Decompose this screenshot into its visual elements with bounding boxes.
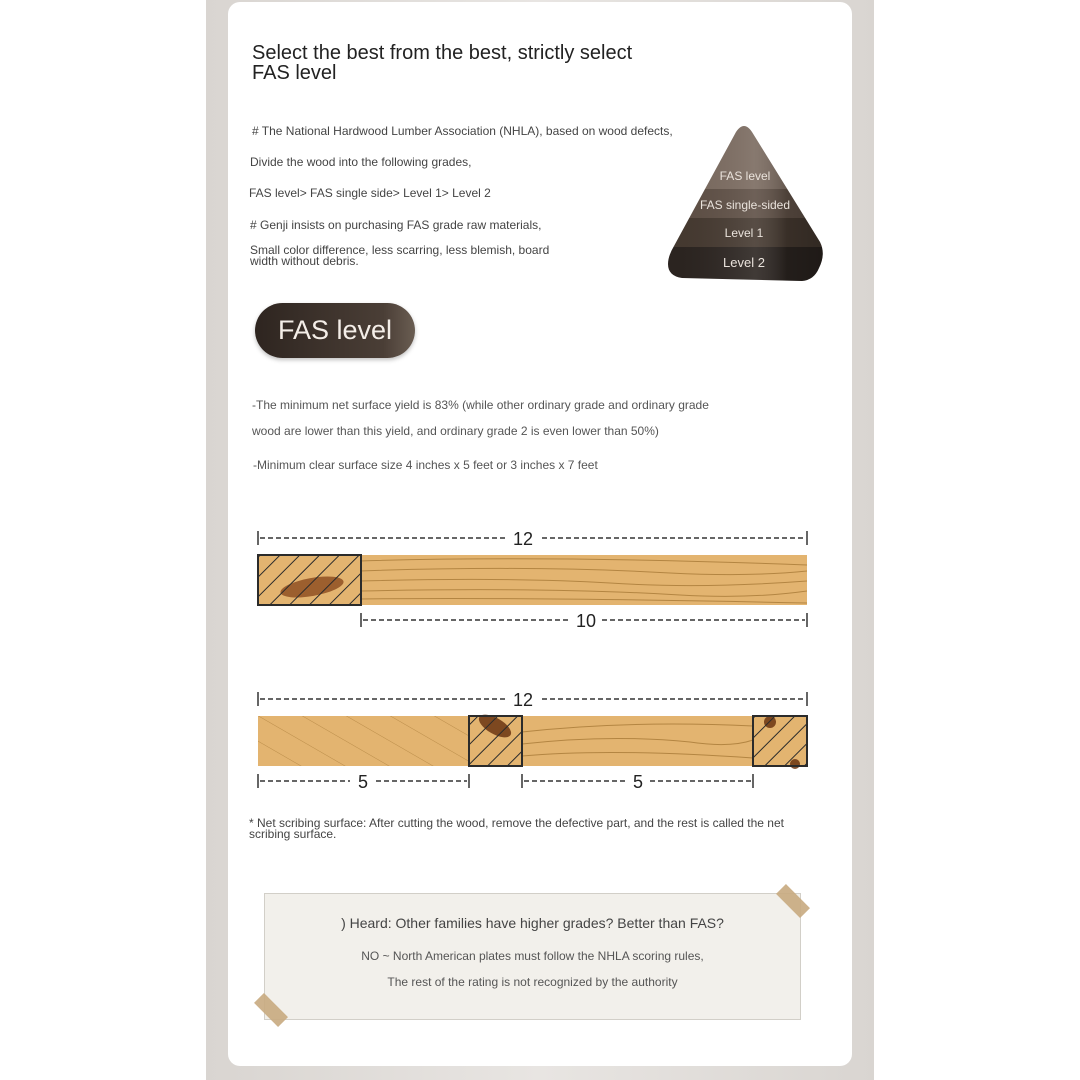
board-diagram-2 (250, 686, 815, 796)
fas-level-badge: FAS level (255, 303, 415, 358)
intro-line: Divide the wood into the following grades, (250, 155, 472, 169)
callout-question: ) Heard: Other families have higher grades? Better than FAS? (341, 915, 724, 931)
dimension-total: 12 (512, 529, 534, 549)
intro-line: # The National Hardwood Lumber Association (NHLA), based on wood defects, (252, 124, 673, 138)
footnote: * Net scribing surface: After cutting the wood, remove the defective part, and the rest is called the net scribing surface. (249, 816, 784, 841)
defect-hatch (469, 716, 522, 766)
dimension-clear-right: 5 (632, 772, 644, 792)
pyramid-label: FAS level (719, 169, 771, 183)
callout-answer: NO ~ North American plates must follow the NHLA scoring rules, (361, 949, 704, 963)
rule-text: -The minimum net surface yield is 83% (while other ordinary grade and ordinary grade (252, 398, 709, 412)
grade-pyramid (664, 124, 828, 286)
intro-line: # Genji insists on purchasing FAS grade raw materials, (250, 218, 542, 232)
dimension-clear: 10 (575, 611, 597, 631)
page-title: Select the best from the best, strictly select FAS level (252, 42, 633, 84)
callout-answer: The rest of the rating is not recognized by the authority (387, 975, 678, 989)
rule-text: wood are lower than this yield, and ordinary grade 2 is even lower than 50%) (252, 424, 659, 438)
intro-line: FAS level> FAS single side> Level 1> Level 2 (249, 186, 491, 200)
pyramid-label: FAS single-sided (699, 198, 791, 212)
rule-text: -Minimum clear surface size 4 inches x 5 feet or 3 inches x 7 feet (253, 458, 598, 472)
dimension-total: 12 (512, 690, 534, 710)
pyramid-label: Level 2 (723, 255, 765, 270)
board-diagram-1 (250, 525, 815, 635)
defect-hatch (258, 555, 361, 605)
pyramid-label: Level 1 (724, 226, 764, 240)
intro-line: Small color difference, less scarring, less blemish, board width without debris. (250, 243, 550, 268)
defect-hatch (753, 716, 807, 766)
dimension-clear-left: 5 (357, 772, 369, 792)
wood-grain (258, 716, 469, 766)
